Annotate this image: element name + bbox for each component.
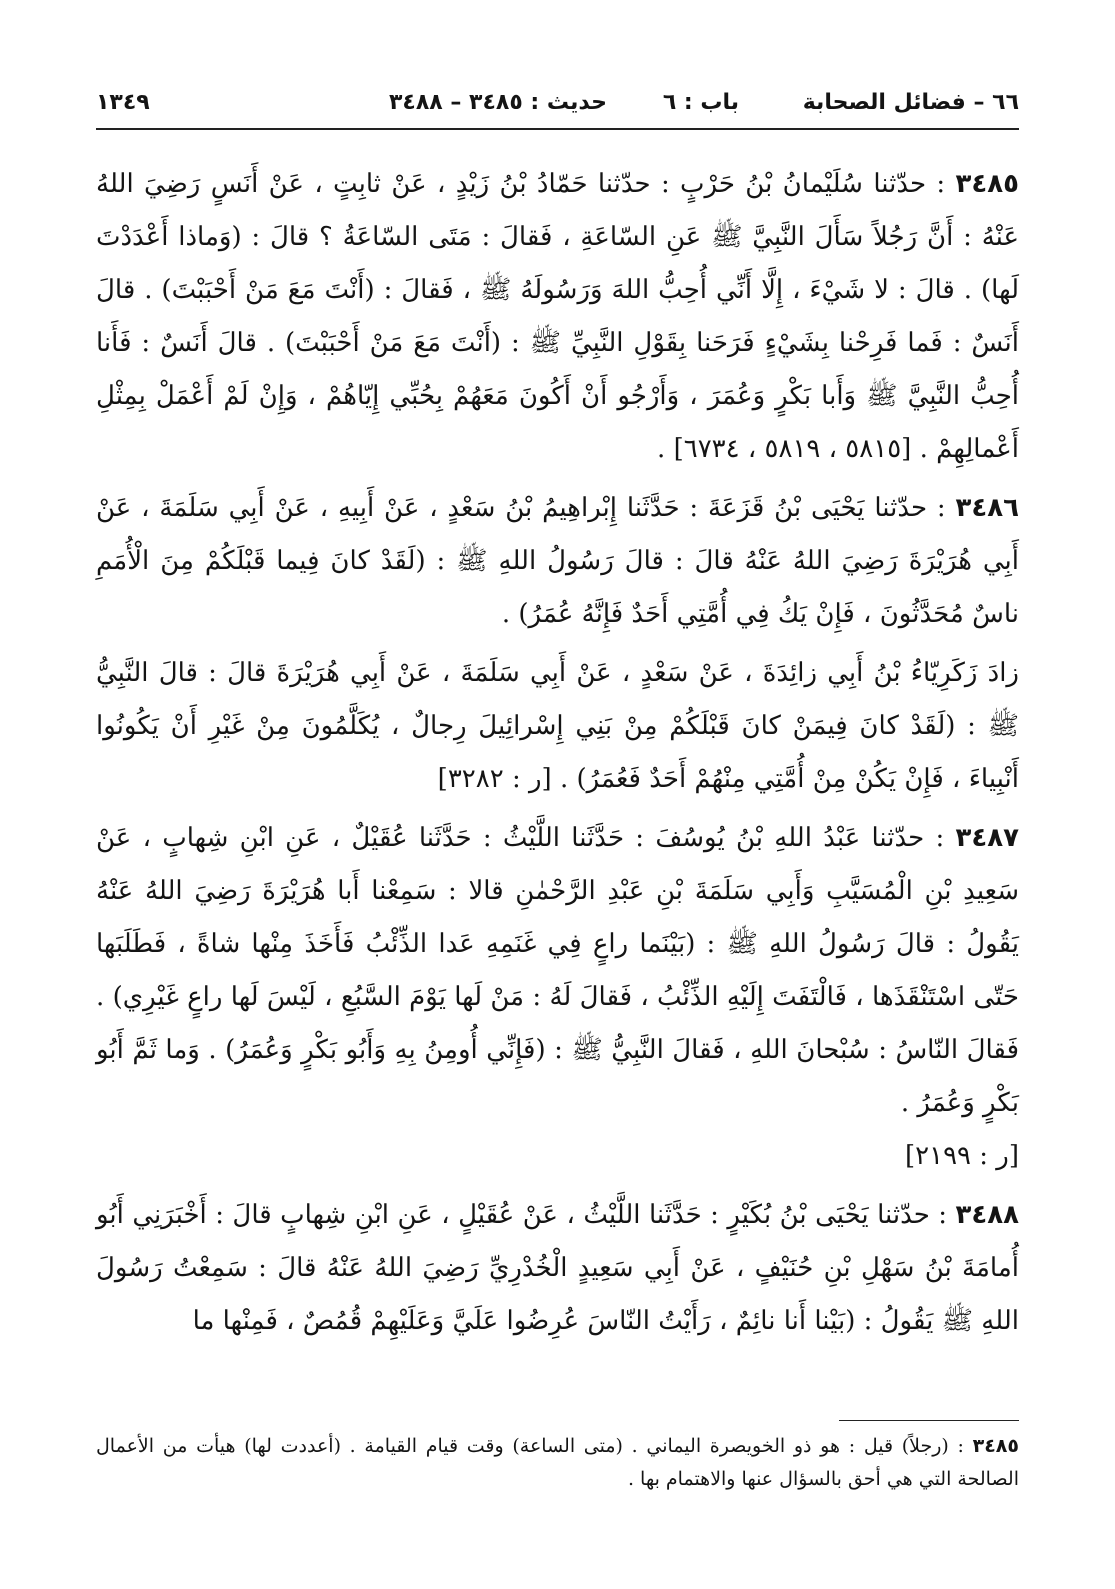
bab-label: باب : ٦ [662,90,739,115]
hadith-number: ٣٤٨٥ [955,169,1019,199]
running-header [96,88,1019,130]
hadith-number: ٣٤٨٦ [955,493,1019,523]
hadith-3488 [96,1189,1019,1348]
footnote-divider [839,1420,1019,1421]
hadith-text: : حدّثنا يَحْيَى بْنُ بُكَيْرٍ : حَدَّثَنا اللَّيْثُ ، عَنْ عُقَيْلٍ ، عَنِ ابْنِ شِهابٍ قالَ : أَخْبَرَنِي أَبُو أُمامَةَ بْنُ سَهْلِ بْنِ حُنَيْفٍ ، عَنْ أَبِي سَعِيدٍ الْخُدْرِيِّ رَضِيَ اللهُ عَنْهُ قالَ : سَمِعْتُ رَسُولَ اللهِ ﷺ يَقُولُ : (بَيْنا أَنا نائِمٌ ، رَأَيْتُ النّاسَ عُرِضُوا عَلَيَّ وَعَلَيْهِمْ قُمُصٌ ، فَمِنْها ما [96,1200,1019,1336]
page-number: ١٣٤٩ [96,90,150,115]
hadith-text: : حدّثنا سُلَيْمانُ بْنُ حَرْبٍ : حدّثنا حَمّادُ بْنُ زَيْدٍ ، عَنْ ثابِتٍ ، عَنْ أَنَسٍ رَضِيَ اللهُ عَنْهُ : أَنَّ رَجُلاً سَأَلَ النَّبِيَّ ﷺ عَنِ السّاعَةِ ، فَقالَ : مَتَى السّاعَةُ ؟ قالَ : (وَماذا أَعْدَدْتَ لَها) . قالَ : لا شَيْءَ ، إِلَّا أَنِّي أُحِبُّ اللهَ وَرَسُولَهُ ﷺ ، فَقالَ : (أَنْتَ مَعَ مَنْ أَحْبَبْتَ) . قالَ أَنَسٌ : فَما فَرِحْنا بِشَيْءٍ فَرَحَنا بِقَوْلِ النَّبِيِّ ﷺ : (أَنْتَ مَعَ مَنْ أَحْبَبْتَ) . قالَ أَنَسٌ : فَأَنا أُحِبُّ النَّبِيَّ ﷺ وَأَبا بَكْرٍ وَعُمَرَ ، وَأَرْجُو أَنْ أَكُونَ مَعَهُمْ بِحُبِّي إِيّاهُمْ ، وَإِنْ لَمْ أَعْمَلْ بِمِثْلِ أَعْمالِهِمْ . [٥٨١٥ ، ٥٨١٩ ، ٦٧٣٤] . [96,169,1019,464]
footnote-number: ٣٤٨٥ [972,1435,1019,1457]
hadith-3486 [96,482,1019,641]
cross-reference: [ر : ٢١٩٩] [904,1141,1019,1171]
main-text [96,158,1019,1354]
hadith-text: : حدّثنا عَبْدُ اللهِ بْنُ يُوسُفَ : حَدَّثَنا اللَّيْثُ : حَدَّثَنا عُقَيْلٌ ، عَنِ ابْنِ شِهابٍ ، عَنْ سَعِيدِ بْنِ الْمُسَيَّبِ وَأَبِي سَلَمَةَ بْنِ عَبْدِ الرَّحْمٰنِ قالا : سَمِعْنا أَبا هُرَيْرَةَ رَضِيَ اللهُ عَنْهُ يَقُولُ : قالَ رَسُولُ اللهِ ﷺ : (بَيْنَما راعٍ فِي غَنَمِهِ عَدا الذِّئْبُ فَأَخَذَ مِنْها شاةً ، فَطَلَبَها حَتّى اسْتَنْقَذَها ، فَالْتَفَتَ إِلَيْهِ الذِّئْبُ ، فَقالَ لَهُ : مَنْ لَها يَوْمَ السَّبُعِ ، لَيْسَ لَها راعٍ غَيْرِي) . فَقالَ النّاسُ : سُبْحانَ اللهِ ، فَقالَ النَّبِيُّ ﷺ : (فَإِنِّي أُومِنُ بِهِ وَأَبُو بَكْرٍ وَعُمَرُ) . وَما ثَمَّ أَبُو بَكْرٍ وَعُمَرُ . [96,823,1019,1118]
hadith-number: ٣٤٨٧ [955,823,1019,853]
hadith-3486-addition [96,647,1019,806]
hadith-3487 [96,812,1019,1183]
hadith-text: زادَ زَكَرِيّاءُ بْنُ أَبِي زائِدَةَ ، عَنْ سَعْدٍ ، عَنْ أَبِي سَلَمَةَ ، عَنْ أَبِي هُرَيْرَةَ قالَ : قالَ النَّبِيُّ ﷺ : (لَقَدْ كانَ فِيمَنْ كانَ قَبْلَكُمْ مِنْ بَنِي إِسْرائِيلَ رِجالٌ ، يُكَلَّمُونَ مِنْ غَيْرِ أَنْ يَكُونُوا أَنْبِياءَ ، فَإِنْ يَكُنْ مِنْ أُمَّتِي مِنْهُمْ أَحَدٌ فَعُمَرُ) . [ر : ٣٢٨٢] [96,658,1019,794]
footnote-text: : (رجلاً) قيل : هو ذو الخويصرة اليماني . (متى الساعة) وقت قيام القيامة . (أعددت لها) هيأت من الأعمال الصالحة التي هي أحق بالسؤال عنها والاهتمام بها . [96,1435,1019,1490]
hadith-text: : حدّثنا يَحْيَى بْنُ قَزَعَةَ : حَدَّثَنا إِبْراهِيمُ بْنُ سَعْدٍ ، عَنْ أَبِيهِ ، عَنْ أَبِي سَلَمَةَ ، عَنْ أَبِي هُرَيْرَةَ رَضِيَ اللهُ عَنْهُ قالَ : قالَ رَسُولُ اللهِ ﷺ : (لَقَدْ كانَ فِيما قَبْلَكُمْ مِنَ الْأُمَمِ ناسٌ مُحَدَّثُونَ ، فَإِنْ يَكُ فِي أُمَّتِي أَحَدٌ فَإِنَّهُ عُمَرُ) . [96,493,1019,629]
hadith-3485 [96,158,1019,476]
hadith-number: ٣٤٨٨ [955,1200,1019,1230]
book-chapter-title: ٦٦ – فضائل الصحابة [802,90,1019,115]
footnote [96,1430,1019,1496]
hadith-range: حديث : ٣٤٨٥ – ٣٤٨٨ [389,90,607,115]
